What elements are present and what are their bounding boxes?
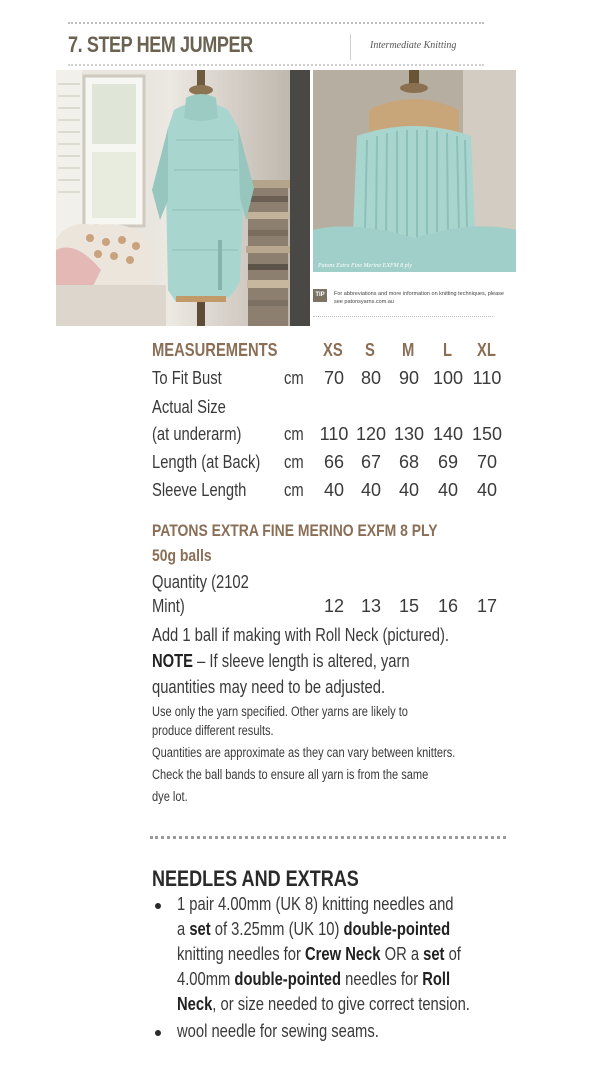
value-cell: 68 [398,452,420,472]
size-header-m: M [402,340,415,360]
quantity-label-sub: Mint) [152,596,185,616]
yarn-disclaimer-line: produce different results. [152,723,274,738]
bullet-icon [155,1030,161,1036]
pattern-category: Intermediate Knitting [370,40,457,51]
size-header-xl: XL [477,340,496,360]
needles-line [177,944,461,965]
needles-line [177,969,450,990]
value-cell: 40 [360,480,382,500]
size-header-l: L [443,340,453,360]
tip-icon: TIP [313,289,327,302]
add-ball-note: Add 1 ball if making with Roll Neck (pictured). [152,625,449,645]
note-label: NOTE [152,651,194,671]
pattern-title: 7. STEP HEM JUMPER [68,32,253,57]
text-run: a [177,919,190,939]
row-label-actual-size-sub: (at underarm) [152,424,242,444]
row-unit: cm [284,452,304,472]
value-cell: 70 [323,368,345,388]
note-text: – If sleeve length is altered, yarn [193,651,410,671]
text-run: 4.00mm [177,969,235,989]
value-cell: 67 [360,452,382,472]
value-cell: 110 [319,424,349,444]
yarn-weight-heading: 50g balls [152,546,212,565]
text-run: of [444,944,461,964]
quantity-cell: 16 [437,596,459,616]
note-line-1 [152,651,410,672]
roll-neck-photo [313,70,516,272]
quantity-label: Quantity (2102 [152,572,249,592]
quantity-cell: 17 [476,596,498,616]
text-run: needles for [341,969,423,989]
text-run: OR a [380,944,424,964]
value-cell: 40 [323,480,345,500]
yarn-disclaimer-line: Quantities are approximate as they can vary between knitters. [152,745,456,760]
tip-text: For abbreviations and more information on knitting techniques, please see patonsyarns.com.au [334,291,504,305]
size-header-s: S [365,340,375,360]
value-cell: 69 [437,452,459,472]
title-separator [350,34,351,60]
measurements-heading: MEASUREMENTS [152,340,278,360]
text-run-bold: double-pointed [234,969,342,989]
value-cell: 70 [476,452,498,472]
value-cell: 66 [323,452,345,472]
text-run: knitting needles for [177,944,305,964]
section-divider [150,836,506,839]
yarn-disclaimer-line: Use only the yarn specified. Other yarns are likely to [152,704,408,719]
row-unit: cm [284,368,304,388]
text-run-bold: Roll [422,969,451,989]
quantity-cell: 12 [323,596,345,616]
needles-heading: NEEDLES AND EXTRAS [152,866,359,891]
roll-neck-photo-art [313,70,516,272]
row-unit: cm [284,424,304,444]
text-run-bold: double-pointed [343,919,451,939]
row-label-sleeve: Sleeve Length [152,480,247,500]
jumper-photo-full-art [56,70,310,326]
top-divider [68,22,484,24]
value-cell: 80 [360,368,382,388]
value-cell: 110 [472,368,502,388]
value-cell: 90 [398,368,420,388]
needles-line [177,919,450,940]
title-divider [68,64,484,66]
quantity-cell: 13 [360,596,382,616]
value-cell: 40 [476,480,498,500]
value-cell: 40 [437,480,459,500]
text-run: , or size needed to give correct tension. [212,994,470,1014]
size-header-xs: XS [323,340,343,360]
text-run: of 3.25mm (UK 10) [210,919,344,939]
text-run-bold: set [189,919,211,939]
row-label-length: Length (at Back) [152,452,261,472]
value-cell: 100 [432,368,464,388]
needles-line [177,994,470,1015]
note-line-2: quantities may need to be adjusted. [152,677,386,697]
tip-divider [313,316,493,317]
yarn-disclaimer-line: Check the ball bands to ensure all yarn is from the same [152,767,429,782]
bullet-icon [155,903,161,909]
extras-line: wool needle for sewing seams. [177,1021,379,1041]
value-cell: 140 [432,424,464,444]
yarn-heading: PATONS EXTRA FINE MERINO EXFM 8 PLY [152,521,438,540]
value-cell: 130 [393,424,425,444]
value-cell: 40 [398,480,420,500]
needles-line: 1 pair 4.00mm (UK 8) knitting needles and [177,894,454,914]
row-unit: cm [284,480,304,500]
text-run-bold: set [423,944,445,964]
text-run-bold: Neck [177,994,213,1014]
jumper-photo-full [56,70,310,326]
row-label-actual-size: Actual Size [152,397,226,417]
quantity-cell: 15 [398,596,420,616]
value-cell: 150 [471,424,503,444]
yarn-disclaimer-line: dye lot. [152,789,188,804]
text-run-bold: Crew Neck [304,944,381,964]
row-label-bust: To Fit Bust [152,368,222,388]
value-cell: 120 [355,424,387,444]
photo-caption: Patons Extra Fine Merino EXFM 8 ply [318,263,412,269]
